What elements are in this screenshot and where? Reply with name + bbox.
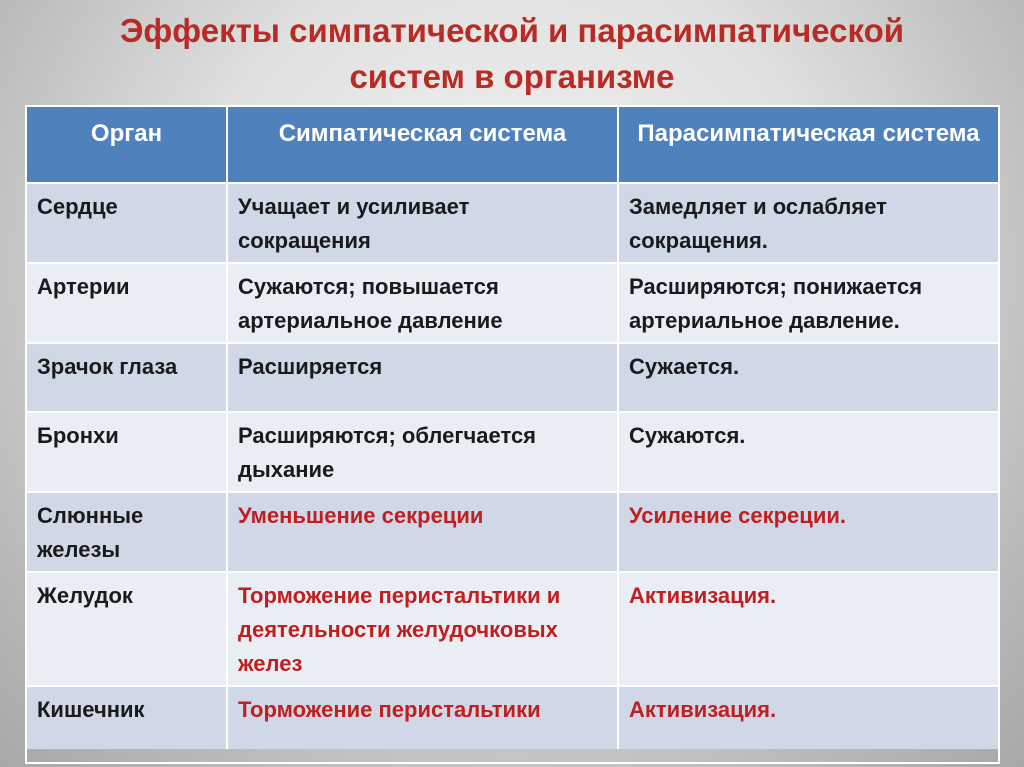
header-organ: Орган — [27, 107, 227, 183]
table-row — [27, 412, 998, 492]
cell-sympathetic: Расширяются; облегчается дыхание — [227, 412, 618, 492]
cell-organ: Слюнные железы — [27, 492, 227, 572]
table-row — [27, 183, 998, 263]
cell-organ: Артерии — [27, 263, 227, 343]
cell-organ: Сердце — [27, 183, 227, 263]
cell-sympathetic: Учащает и усиливает сокращения — [227, 183, 618, 263]
cell-parasympathetic: Замедляет и ослабляет сокращения. — [618, 183, 998, 263]
cell-parasympathetic: Сужаются. — [618, 412, 998, 492]
slide-title-line-1: Эффекты симпатической и парасимпатической — [119, 12, 905, 49]
effects-table — [27, 107, 998, 749]
table-row — [27, 343, 998, 412]
cell-sympathetic: Расширяется — [227, 343, 618, 412]
cell-organ: Кишечник — [27, 686, 227, 749]
cell-sympathetic: Торможение перистальтики — [227, 686, 618, 749]
header-sympathetic: Симпатическая система — [227, 107, 618, 183]
table-row — [27, 686, 998, 749]
cell-organ: Бронхи — [27, 412, 227, 492]
header-parasympathetic: Парасимпатическая система — [618, 107, 998, 183]
cell-parasympathetic: Сужается. — [618, 343, 998, 412]
cell-organ: Зрачок глаза — [27, 343, 227, 412]
slide-title — [0, 8, 1024, 100]
cell-parasympathetic: Активизация. — [618, 572, 998, 686]
cell-parasympathetic: Усиление секреции. — [618, 492, 998, 572]
cell-organ: Желудок — [27, 572, 227, 686]
slide-title-line-2: систем в организме — [349, 58, 675, 95]
cell-sympathetic: Уменьшение секреции — [227, 492, 618, 572]
cell-sympathetic: Сужаются; повышается артериальное давление — [227, 263, 618, 343]
cell-sympathetic: Торможение перистальтики и деятельности желудочковых желез — [227, 572, 618, 686]
table-row — [27, 572, 998, 686]
cell-parasympathetic: Активизация. — [618, 686, 998, 749]
table-row — [27, 263, 998, 343]
table-row — [27, 492, 998, 572]
table-header-row — [27, 107, 998, 183]
cell-parasympathetic: Расширяются; понижается артериальное давление. — [618, 263, 998, 343]
